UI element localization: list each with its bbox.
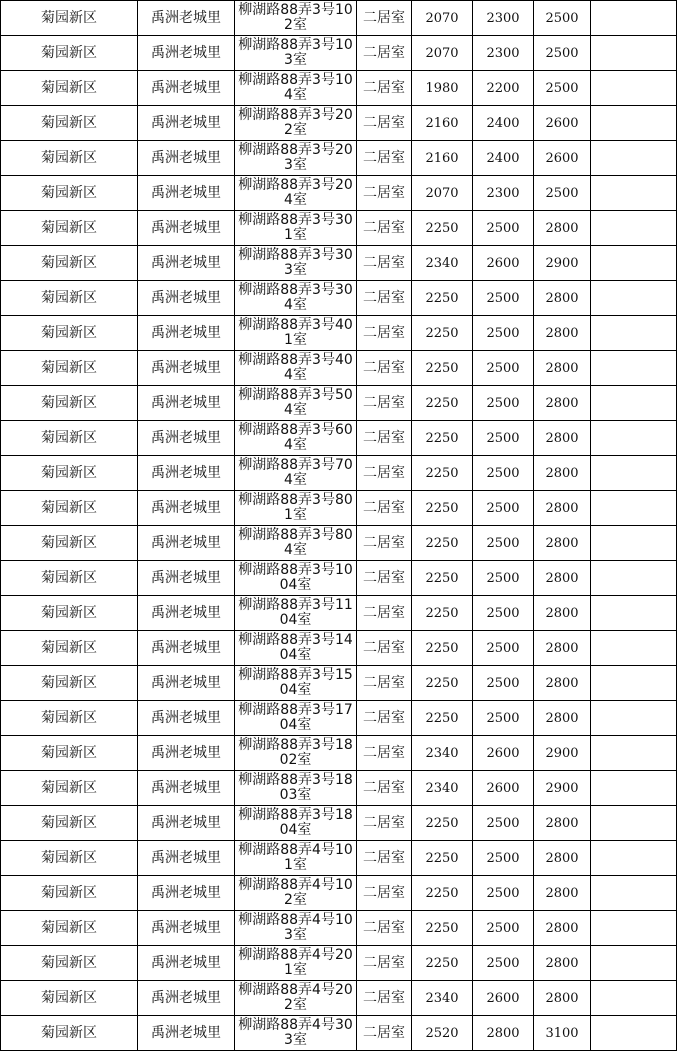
value-cell-1: 2340 [412,246,473,281]
layout-cell: 二居室 [357,456,412,491]
empty-cell [591,386,677,421]
layout-cell: 二居室 [357,666,412,701]
table-row [1,771,677,806]
value-cell-3: 2800 [534,911,591,946]
layout-cell: 二居室 [357,771,412,806]
table-row [1,211,677,246]
empty-cell [591,106,677,141]
layout-cell: 二居室 [357,736,412,771]
table-row [1,246,677,281]
value-cell-1: 2520 [412,1016,473,1051]
value-cell-3: 2800 [534,981,591,1016]
empty-cell [591,491,677,526]
value-cell-3: 2800 [534,666,591,701]
value-cell-3: 2500 [534,36,591,71]
address-cell: 柳湖路88弄3号301室 [235,211,357,246]
value-cell-2: 2400 [473,141,534,176]
layout-cell: 二居室 [357,351,412,386]
value-cell-1: 2250 [412,421,473,456]
table-row [1,141,677,176]
table-row [1,106,677,141]
table-row [1,176,677,211]
value-cell-3: 2900 [534,736,591,771]
table-row [1,1,677,36]
empty-cell [591,36,677,71]
address-cell: 柳湖路88弄4号102室 [235,876,357,911]
value-cell-3: 2800 [534,421,591,456]
address-cell: 柳湖路88弄3号204室 [235,176,357,211]
value-cell-3: 2800 [534,946,591,981]
empty-cell [591,946,677,981]
address-cell: 柳湖路88弄3号102室 [235,1,357,36]
layout-cell: 二居室 [357,281,412,316]
address-cell: 柳湖路88弄3号704室 [235,456,357,491]
community-cell: 菊园新区 [1,1,138,36]
community-cell: 菊园新区 [1,981,138,1016]
value-cell-1: 2340 [412,771,473,806]
value-cell-2: 2500 [473,456,534,491]
complex-cell: 禹洲老城里 [138,1,235,36]
value-cell-3: 2500 [534,176,591,211]
empty-cell [591,806,677,841]
value-cell-1: 2160 [412,141,473,176]
empty-cell [591,141,677,176]
layout-cell: 二居室 [357,596,412,631]
community-cell: 菊园新区 [1,666,138,701]
value-cell-1: 2250 [412,946,473,981]
value-cell-2: 2500 [473,561,534,596]
value-cell-1: 2250 [412,526,473,561]
table-row [1,666,677,701]
table-row [1,596,677,631]
empty-cell [591,771,677,806]
empty-cell [591,176,677,211]
value-cell-3: 2600 [534,106,591,141]
value-cell-1: 2340 [412,981,473,1016]
complex-cell: 禹洲老城里 [138,36,235,71]
complex-cell: 禹洲老城里 [138,876,235,911]
layout-cell: 二居室 [357,561,412,596]
empty-cell [591,561,677,596]
value-cell-3: 2900 [534,246,591,281]
community-cell: 菊园新区 [1,631,138,666]
empty-cell [591,281,677,316]
value-cell-1: 2250 [412,841,473,876]
value-cell-2: 2500 [473,421,534,456]
layout-cell: 二居室 [357,246,412,281]
community-cell: 菊园新区 [1,211,138,246]
value-cell-2: 2500 [473,211,534,246]
complex-cell: 禹洲老城里 [138,631,235,666]
table-row [1,981,677,1016]
community-cell: 菊园新区 [1,316,138,351]
value-cell-3: 2800 [534,316,591,351]
value-cell-2: 2500 [473,841,534,876]
value-cell-2: 2500 [473,281,534,316]
value-cell-2: 2500 [473,701,534,736]
value-cell-2: 2500 [473,666,534,701]
table-row [1,36,677,71]
layout-cell: 二居室 [357,491,412,526]
complex-cell: 禹洲老城里 [138,316,235,351]
complex-cell: 禹洲老城里 [138,946,235,981]
value-cell-1: 2250 [412,491,473,526]
empty-cell [591,911,677,946]
table-row [1,946,677,981]
empty-cell [591,841,677,876]
community-cell: 菊园新区 [1,841,138,876]
value-cell-3: 2800 [534,211,591,246]
community-cell: 菊园新区 [1,561,138,596]
table-row [1,456,677,491]
community-cell: 菊园新区 [1,596,138,631]
layout-cell: 二居室 [357,386,412,421]
table-row [1,806,677,841]
value-cell-2: 2500 [473,911,534,946]
value-cell-1: 2160 [412,106,473,141]
table-row [1,281,677,316]
value-cell-2: 2500 [473,876,534,911]
community-cell: 菊园新区 [1,946,138,981]
value-cell-1: 2250 [412,211,473,246]
value-cell-3: 2800 [534,841,591,876]
community-cell: 菊园新区 [1,176,138,211]
complex-cell: 禹洲老城里 [138,246,235,281]
community-cell: 菊园新区 [1,281,138,316]
value-cell-3: 2500 [534,71,591,106]
empty-cell [591,701,677,736]
value-cell-1: 2250 [412,281,473,316]
table-row [1,701,677,736]
address-cell: 柳湖路88弄4号202室 [235,981,357,1016]
value-cell-1: 2250 [412,316,473,351]
complex-cell: 禹洲老城里 [138,421,235,456]
value-cell-1: 1980 [412,71,473,106]
table-body [1,1,677,1051]
layout-cell: 二居室 [357,316,412,351]
value-cell-3: 2500 [534,1,591,36]
value-cell-1: 2250 [412,561,473,596]
value-cell-2: 2600 [473,771,534,806]
value-cell-1: 2250 [412,596,473,631]
value-cell-3: 2800 [534,351,591,386]
complex-cell: 禹洲老城里 [138,386,235,421]
address-cell: 柳湖路88弄4号201室 [235,946,357,981]
value-cell-1: 2250 [412,386,473,421]
address-cell: 柳湖路88弄3号1803室 [235,771,357,806]
community-cell: 菊园新区 [1,106,138,141]
value-cell-3: 2800 [534,876,591,911]
complex-cell: 禹洲老城里 [138,736,235,771]
address-cell: 柳湖路88弄3号304室 [235,281,357,316]
community-cell: 菊园新区 [1,351,138,386]
table-row [1,911,677,946]
layout-cell: 二居室 [357,71,412,106]
empty-cell [591,456,677,491]
address-cell: 柳湖路88弄4号101室 [235,841,357,876]
value-cell-1: 2250 [412,876,473,911]
layout-cell: 二居室 [357,421,412,456]
community-cell: 菊园新区 [1,36,138,71]
layout-cell: 二居室 [357,141,412,176]
address-cell: 柳湖路88弄3号801室 [235,491,357,526]
value-cell-2: 2500 [473,631,534,666]
address-cell: 柳湖路88弄3号1804室 [235,806,357,841]
complex-cell: 禹洲老城里 [138,281,235,316]
value-cell-1: 2340 [412,736,473,771]
value-cell-1: 2070 [412,1,473,36]
complex-cell: 禹洲老城里 [138,176,235,211]
empty-cell [591,1016,677,1051]
value-cell-1: 2250 [412,911,473,946]
address-cell: 柳湖路88弄3号1104室 [235,596,357,631]
value-cell-3: 2800 [534,491,591,526]
empty-cell [591,526,677,561]
value-cell-2: 2600 [473,981,534,1016]
empty-cell [591,71,677,106]
complex-cell: 禹洲老城里 [138,596,235,631]
complex-cell: 禹洲老城里 [138,911,235,946]
community-cell: 菊园新区 [1,736,138,771]
address-cell: 柳湖路88弄3号1404室 [235,631,357,666]
table-row [1,526,677,561]
value-cell-2: 2300 [473,1,534,36]
empty-cell [591,596,677,631]
address-cell: 柳湖路88弄3号1704室 [235,701,357,736]
address-cell: 柳湖路88弄3号504室 [235,386,357,421]
community-cell: 菊园新区 [1,701,138,736]
value-cell-2: 2500 [473,806,534,841]
address-cell: 柳湖路88弄3号303室 [235,246,357,281]
table-row [1,1016,677,1051]
value-cell-2: 2500 [473,316,534,351]
complex-cell: 禹洲老城里 [138,841,235,876]
complex-cell: 禹洲老城里 [138,561,235,596]
value-cell-2: 2600 [473,246,534,281]
complex-cell: 禹洲老城里 [138,981,235,1016]
value-cell-1: 2250 [412,701,473,736]
table-row [1,316,677,351]
layout-cell: 二居室 [357,526,412,561]
address-cell: 柳湖路88弄3号1004室 [235,561,357,596]
value-cell-2: 2500 [473,596,534,631]
value-cell-3: 2800 [534,281,591,316]
value-cell-2: 2300 [473,176,534,211]
value-cell-1: 2070 [412,176,473,211]
complex-cell: 禹洲老城里 [138,666,235,701]
address-cell: 柳湖路88弄3号1504室 [235,666,357,701]
community-cell: 菊园新区 [1,71,138,106]
community-cell: 菊园新区 [1,526,138,561]
layout-cell: 二居室 [357,946,412,981]
complex-cell: 禹洲老城里 [138,106,235,141]
community-cell: 菊园新区 [1,806,138,841]
empty-cell [591,316,677,351]
address-cell: 柳湖路88弄3号203室 [235,141,357,176]
value-cell-1: 2250 [412,456,473,491]
complex-cell: 禹洲老城里 [138,806,235,841]
layout-cell: 二居室 [357,211,412,246]
community-cell: 菊园新区 [1,911,138,946]
layout-cell: 二居室 [357,1,412,36]
address-cell: 柳湖路88弄3号1802室 [235,736,357,771]
layout-cell: 二居室 [357,806,412,841]
layout-cell: 二居室 [357,1016,412,1051]
value-cell-2: 2300 [473,36,534,71]
community-cell: 菊园新区 [1,456,138,491]
community-cell: 菊园新区 [1,141,138,176]
value-cell-2: 2500 [473,351,534,386]
complex-cell: 禹洲老城里 [138,456,235,491]
table-row [1,421,677,456]
community-cell: 菊园新区 [1,421,138,456]
empty-cell [591,351,677,386]
table-row [1,841,677,876]
empty-cell [591,246,677,281]
complex-cell: 禹洲老城里 [138,771,235,806]
community-cell: 菊园新区 [1,246,138,281]
complex-cell: 禹洲老城里 [138,701,235,736]
community-cell: 菊园新区 [1,491,138,526]
empty-cell [591,421,677,456]
value-cell-2: 2500 [473,491,534,526]
value-cell-3: 2800 [534,526,591,561]
value-cell-3: 2900 [534,771,591,806]
table-row [1,736,677,771]
address-cell: 柳湖路88弄3号804室 [235,526,357,561]
empty-cell [591,666,677,701]
address-cell: 柳湖路88弄3号404室 [235,351,357,386]
layout-cell: 二居室 [357,876,412,911]
value-cell-3: 2800 [534,631,591,666]
value-cell-3: 2800 [534,386,591,421]
value-cell-3: 2800 [534,701,591,736]
value-cell-1: 2250 [412,351,473,386]
value-cell-1: 2250 [412,631,473,666]
value-cell-3: 2800 [534,596,591,631]
address-cell: 柳湖路88弄3号103室 [235,36,357,71]
address-cell: 柳湖路88弄3号604室 [235,421,357,456]
value-cell-3: 2800 [534,806,591,841]
table-row [1,631,677,666]
value-cell-2: 2200 [473,71,534,106]
value-cell-1: 2070 [412,36,473,71]
value-cell-2: 2400 [473,106,534,141]
complex-cell: 禹洲老城里 [138,141,235,176]
empty-cell [591,981,677,1016]
value-cell-1: 2250 [412,806,473,841]
layout-cell: 二居室 [357,981,412,1016]
complex-cell: 禹洲老城里 [138,351,235,386]
value-cell-2: 2500 [473,386,534,421]
community-cell: 菊园新区 [1,876,138,911]
value-cell-2: 2800 [473,1016,534,1051]
address-cell: 柳湖路88弄3号202室 [235,106,357,141]
value-cell-1: 2250 [412,666,473,701]
value-cell-2: 2500 [473,946,534,981]
complex-cell: 禹洲老城里 [138,71,235,106]
empty-cell [591,1,677,36]
layout-cell: 二居室 [357,911,412,946]
table-row [1,876,677,911]
table-row [1,491,677,526]
value-cell-2: 2500 [473,526,534,561]
table-row [1,561,677,596]
community-cell: 菊园新区 [1,1016,138,1051]
empty-cell [591,736,677,771]
complex-cell: 禹洲老城里 [138,211,235,246]
complex-cell: 禹洲老城里 [138,526,235,561]
empty-cell [591,211,677,246]
empty-cell [591,631,677,666]
address-cell: 柳湖路88弄3号104室 [235,71,357,106]
community-cell: 菊园新区 [1,771,138,806]
layout-cell: 二居室 [357,106,412,141]
address-cell: 柳湖路88弄4号303室 [235,1016,357,1051]
community-cell: 菊园新区 [1,386,138,421]
value-cell-3: 3100 [534,1016,591,1051]
complex-cell: 禹洲老城里 [138,1016,235,1051]
address-cell: 柳湖路88弄4号103室 [235,911,357,946]
complex-cell: 禹洲老城里 [138,491,235,526]
layout-cell: 二居室 [357,701,412,736]
layout-cell: 二居室 [357,841,412,876]
layout-cell: 二居室 [357,176,412,211]
layout-cell: 二居室 [357,631,412,666]
value-cell-3: 2800 [534,561,591,596]
table-row [1,71,677,106]
value-cell-3: 2800 [534,456,591,491]
value-cell-3: 2600 [534,141,591,176]
empty-cell [591,876,677,911]
value-cell-2: 2600 [473,736,534,771]
address-cell: 柳湖路88弄3号401室 [235,316,357,351]
layout-cell: 二居室 [357,36,412,71]
table-row [1,386,677,421]
table-row [1,351,677,386]
